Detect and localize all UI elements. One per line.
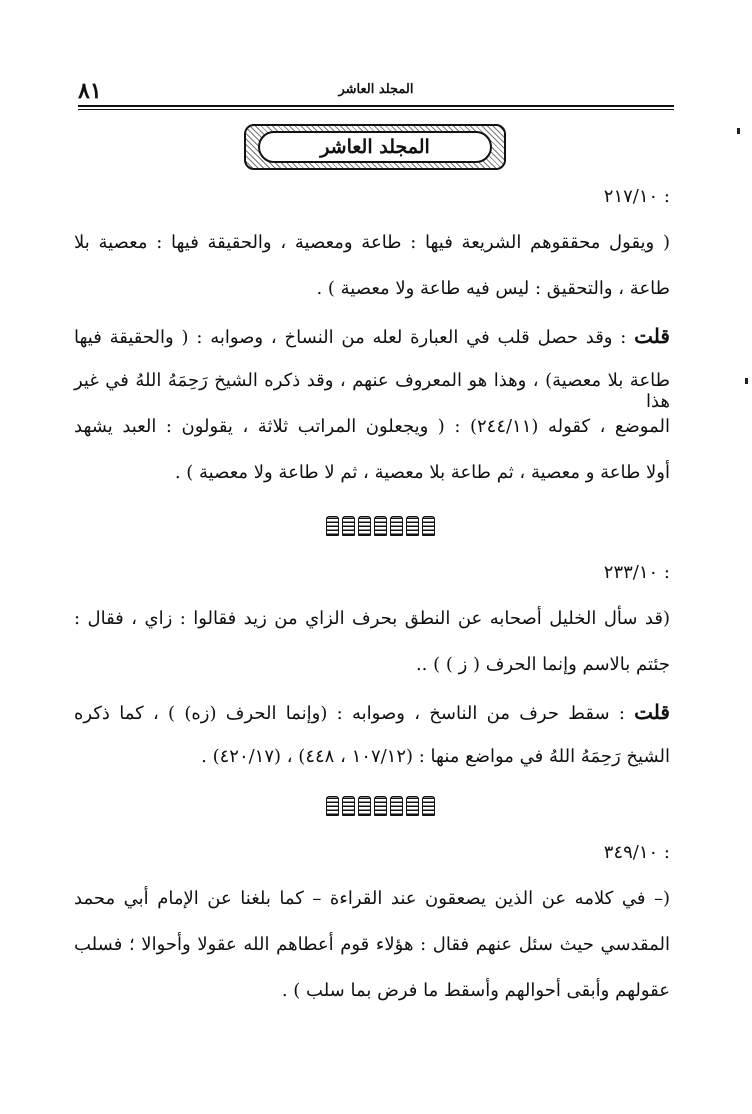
comment-label: قلت — [634, 324, 670, 348]
header-rule — [78, 105, 674, 107]
quote-line: (– في كلامه عن الذين يصعقون عند القراءة – كما بلغنا عن الإمام أبي محمد — [74, 888, 670, 909]
comment-line: طاعة بلا معصية) ، وهذا هو المعروف عنهم ، وقد ذكره الشيخ رَحِمَهُ اللهُ في غير هذا — [74, 370, 670, 412]
quote-line: (قد سأل الخليل أصحابه عن النطق بحرف الزاي من زيد فقالوا : زاي ، فقال : — [74, 608, 670, 629]
comment-line: قلت : سقط حرف من الناسخ ، وصوابه : (وإنما الحرف (زه) ) ، كما ذكره — [74, 700, 670, 724]
comment-line: الموضع ، كقوله (٢٤٤/١١) : ( ويجعلون المراتب ثلاثة ، يقولون : العبد يشهد — [74, 416, 670, 437]
reference: : ٢٣٣/١٠ — [603, 562, 670, 583]
volume-title: المجلد العاشر — [258, 131, 492, 163]
quote-line: المقدسي حيث سئل عنهم فقال : هؤلاء قوم أعطاهم الله عقولا وأحوالا ؛ فسلب — [74, 934, 670, 955]
quote-line: ( ويقول محققوهم الشريعة فيها : طاعة ومعصية ، والحقيقة فيها : معصية بلا — [74, 232, 670, 253]
header-rule-thin — [78, 109, 674, 110]
running-header — [78, 78, 674, 104]
quote-line: طاعة ، والتحقيق : ليس فيه طاعة ولا معصية ) . — [316, 278, 670, 299]
running-title: المجلد العاشر — [338, 82, 414, 97]
quote-line: عقولهم وأبقى أحوالهم وأسقط ما فرض بما سلب ) . — [281, 980, 670, 1001]
page-number: ٨١ — [78, 78, 102, 104]
quote-line: جئتم بالاسم وإنما الحرف ( ز ) ) .. — [415, 654, 670, 675]
volume-title-banner — [244, 124, 506, 170]
margin-mark — [745, 378, 748, 384]
comment-label: قلت — [634, 700, 670, 724]
reference: : ٢١٧/١٠ — [603, 186, 670, 207]
comment-line: قلت : وقد حصل قلب في العبارة لعله من النساخ ، وصوابه : ( والحقيقة فيها — [74, 324, 670, 348]
margin-mark — [737, 128, 740, 134]
comment-line: الشيخ رَحِمَهُ اللهُ في مواضع منها : (١٠٧/١٢ ، ٤٤٨) ، (٤٢٠/١٧) . — [201, 746, 670, 767]
reference: : ٣٤٩/١٠ — [603, 842, 670, 863]
comment-line: أولا طاعة و معصية ، ثم طاعة بلا معصية ، ثم لا طاعة ولا معصية ) . — [174, 462, 670, 483]
